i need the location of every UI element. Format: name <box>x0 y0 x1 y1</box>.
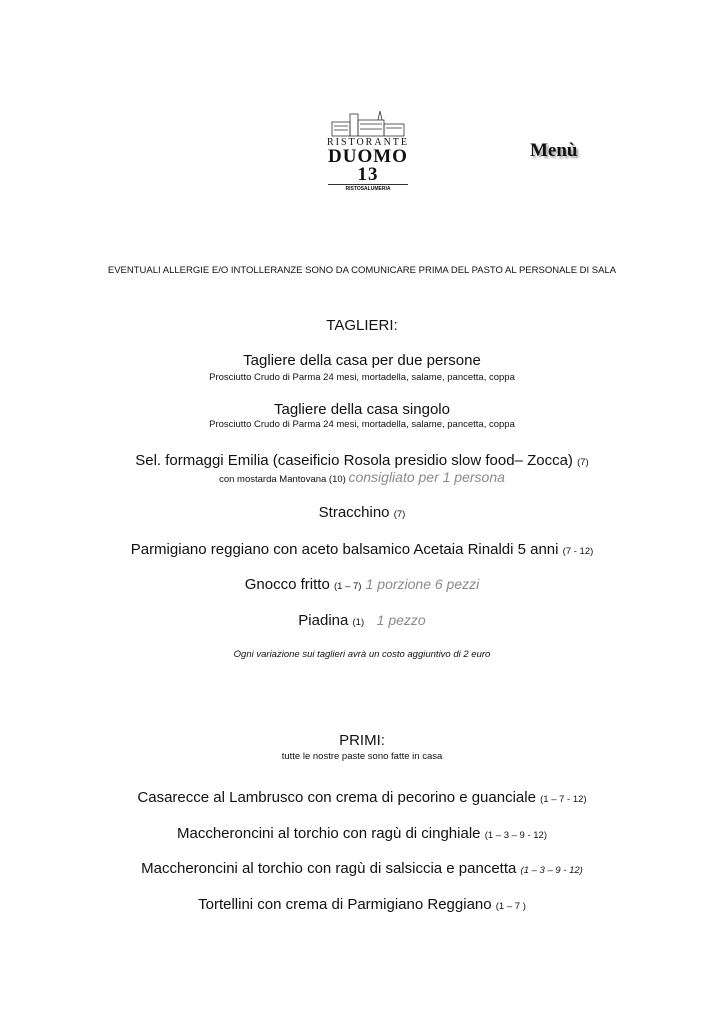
item-note: consigliato per 1 persona <box>348 469 505 485</box>
menu-item-detail <box>0 469 724 485</box>
item-name: Piadina <box>298 612 349 629</box>
item-note: 1 porzione 6 pezzi <box>365 576 480 592</box>
item-desc: Prosciutto Crudo di Parma 24 mesi, mortadella, salame, pancetta, coppa <box>209 372 515 383</box>
item-note: 1 pezzo <box>376 612 426 628</box>
restaurant-logo <box>318 110 418 192</box>
logo-line-1: RISTORANTE <box>326 137 410 148</box>
logo-line-3: RISTOSALUMERIA <box>345 186 391 192</box>
menu-item <box>0 612 724 629</box>
taglieri-heading: TAGLIERI: <box>326 317 398 334</box>
item-name: Tortellini con crema di Parmigiano Reggiano <box>198 896 492 913</box>
item-allergens: (1) <box>352 617 365 628</box>
item-desc: Prosciutto Crudo di Parma 24 mesi, mortadella, salame, pancetta, coppa <box>209 419 515 430</box>
primi-subheading: tutte le nostre paste sono fatte in casa <box>281 751 443 762</box>
item-allergens: (7 - 12) <box>562 546 594 557</box>
item-name: Stracchino <box>318 504 390 521</box>
item-name: Casarecce al Lambrusco con crema di pecorino e guanciale <box>137 789 536 806</box>
item-name: Maccheroncini al torchio con ragù di salsiccia e pancetta <box>141 860 517 877</box>
item-allergens: (7) <box>393 509 406 520</box>
menu-item <box>0 896 724 913</box>
allergy-notice: EVENTUALI ALLERGIE E/O INTOLLERANZE SONO DA COMUNICARE PRIMA DEL PASTO AL PERSONALE DI SALA <box>107 265 617 276</box>
logo-line-2: DUOMO 13 <box>328 146 408 185</box>
item-name: Sel. formaggi Emilia (caseificio Rosola presidio slow food– Zocca) <box>135 452 573 469</box>
menu-item <box>0 541 724 558</box>
item-name: Tagliere della casa singolo <box>274 401 450 418</box>
item-name: Parmigiano reggiano con aceto balsamico Acetaia Rinaldi 5 anni <box>130 541 559 558</box>
menu-item <box>0 576 724 593</box>
item-allergens: (7) <box>577 457 589 468</box>
primi-heading: PRIMI: <box>339 732 385 749</box>
item-name: Tagliere della casa per due persone <box>243 352 481 369</box>
menu-item <box>0 860 724 877</box>
taglieri-footer: Ogni variazione sui taglieri avrà un costo aggiuntivo di 2 euro <box>233 649 491 660</box>
item-allergens: (1 – 7 - 12) <box>540 794 587 805</box>
menu-item <box>0 452 724 469</box>
item-allergens: (1 – 7 ) <box>495 901 526 912</box>
menu-item <box>0 504 724 521</box>
item-name: Maccheroncini al torchio con ragù di cinghiale <box>177 825 481 842</box>
item-name: Gnocco fritto <box>244 576 330 593</box>
item-allergens: (1 – 3 – 9 - 12) <box>484 830 547 841</box>
menu-item <box>0 825 724 842</box>
building-illustration-icon <box>328 110 408 138</box>
menu-title: Menù <box>530 140 578 161</box>
item-desc: con mostarda Mantovana (10) <box>219 474 346 485</box>
menu-item <box>0 789 724 806</box>
item-allergens: (1 – 7) <box>333 581 362 592</box>
item-allergens: (1 – 3 – 9 - 12) <box>520 865 583 876</box>
